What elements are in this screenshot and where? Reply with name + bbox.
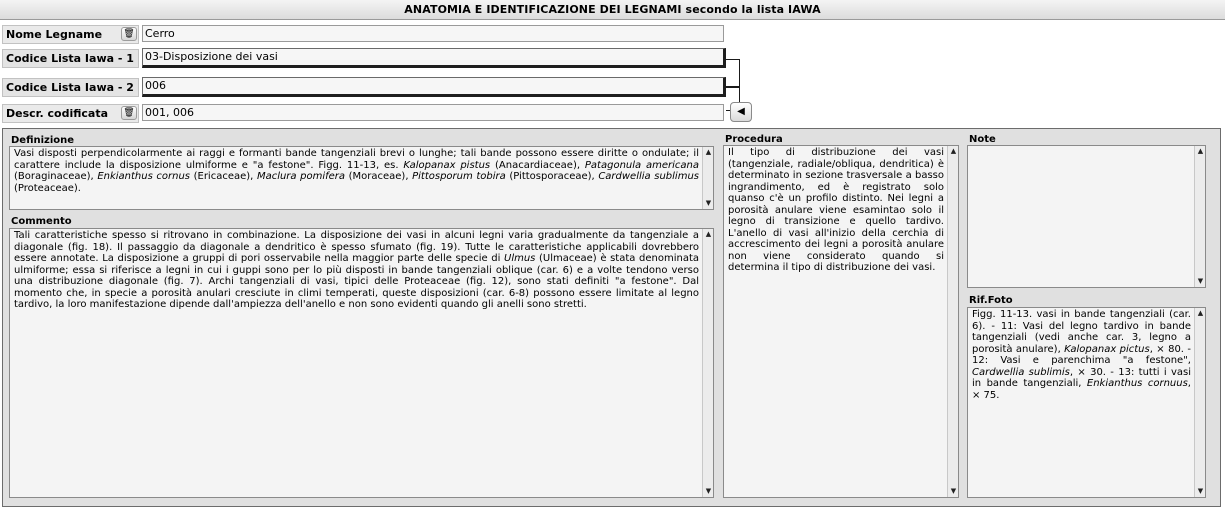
descr-codificata-field[interactable]: 001, 006 [142,104,724,121]
scrollbar[interactable] [947,146,958,497]
commento-textarea[interactable]: Tali caratteristiche spesso si ritrovano in combinazione. La disposizione dei vasi in alcuni legni varia gradualmente da tangenziale a diagonale (fig. 18). Il passaggio da diagonale a dendritico è spesso sfumato (fig. 19). Tutte le caratteristiche applicabili dovrebbero essere annotate. La disposizione a gruppi di pori osservabile nella maggior parte delle specie di Ulmus (Ulmaceae) è stata denominata ulmiforme; essa si riferisce a legni in cui i guppi sono per lo più disposti in bande tangenziali oblique (car. 6) e a volte tendono verso una distribuzione diagonale (fig. 7). Archi tangenziali di vasi, tipici delle Proteaceae (fig. 12), sono stati definiti "a festone". Dal momento che, in specie a porosità anulari cresciute in climi temperati, queste disposizioni (car. 6-8) possono essere limitate al legno tardivo, la loro manifestazione dipende dall'ampiezza dell'anello e non sono evidenti quando gli anelli sono stretti. ▲ ▼ [9,228,714,498]
scroll-up-icon[interactable]: ▲ [1197,147,1204,155]
procedura-textarea[interactable]: Il tipo di distribuzione dei vasi (tangenziale, radiale/obliqua, dendritica) è determinato in sezione trasversale a basso ingrandimento, ed è registrato solo quanso c'è un profilo distinto. Nei legni a porosità anulare viene esamintao solo il legno di transizione e quello tardivo. L'anello di vasi all'inizio della cerchia di accrescimento dei legni a porosità anulare non viene considerato quando si determina il tipo di distribuzione dei vasi. ▲ ▼ [723,145,959,498]
definizione-label: Definizione [11,135,75,146]
detail-panel [2,128,1221,507]
note-label: Note [969,134,996,145]
codice-iawa-1-field[interactable]: 03-Disposizione dei vasi [142,48,726,68]
nome-legname-field[interactable]: Cerro [142,25,724,42]
scrollbar[interactable] [1194,146,1205,287]
commento-label: Commento [11,216,72,227]
codice-connector [726,59,740,87]
nome-legname-label: Nome Legname [2,25,139,44]
codice-iawa-2-label: Codice Lista Iawa - 2 [2,78,139,97]
scroll-down-icon[interactable]: ▼ [950,487,957,495]
scroll-up-icon[interactable]: ▲ [705,230,712,238]
scroll-up-icon[interactable]: ▲ [950,147,957,155]
trash-icon[interactable]: 🗑 [121,27,137,41]
scrollbar[interactable] [1194,308,1205,497]
procedura-label: Procedura [725,134,783,145]
scroll-down-icon[interactable]: ▼ [1197,277,1204,285]
codice-iawa-1-label: Codice Lista Iawa - 1 [2,49,139,68]
scroll-up-icon[interactable]: ▲ [705,148,712,156]
scrollbar[interactable] [702,229,713,497]
rif-foto-label: Rif.Foto [969,295,1013,306]
scroll-down-icon[interactable]: ▼ [1197,487,1204,495]
scrollbar[interactable] [702,147,713,209]
definizione-textarea[interactable]: Vasi disposti perpendicolarmente ai raggi e formanti bande tangenziali brevi o lunghe; tali bande possono essere diritte o ondulate; il carattere include la disposizione ulmiforme e "a festone". Figg. 11-13, es. Kalopanax pistus (Anacardiaceae), Patagonula americana (Boraginaceae), Enkianthus cornus (Ericaceae), Maclura pomifera (Moraceae), Pittosporum tobira (Pittosporaceae), Cardwellia sublimus (Proteaceae). ▲ ▼ [9,146,714,210]
arrow-left-icon[interactable]: ◀ [730,102,752,122]
rif-foto-textarea[interactable]: Figg. 11-13. vasi in bande tangenziali (car. 6). - 11: Vasi del legno tardivo in bande tangenziali (vedi anche car. 3, legno a porosità anulare), Kalopanax pictus, × 80. - 12: Vasi e parenchima "a festone", Cardwellia sublimis, × 30. - 13: tutti i vasi in bande tangenziali, Enkianthus cornuus, × 75. ▲ ▼ [967,307,1206,498]
codice-iawa-2-field[interactable]: 006 [142,77,726,97]
descr-codificata-label: Descr. codificata [2,104,139,123]
scroll-down-icon[interactable]: ▼ [705,199,712,207]
scroll-up-icon[interactable]: ▲ [1197,309,1204,317]
window-title: ANATOMIA E IDENTIFICAZIONE DEI LEGNAMI secondo la lista IAWA [404,3,821,16]
note-textarea[interactable] [967,145,1206,288]
window-titlebar [0,0,1225,20]
scroll-down-icon[interactable]: ▼ [705,487,712,495]
trash-icon[interactable]: 🗑 [121,106,137,120]
